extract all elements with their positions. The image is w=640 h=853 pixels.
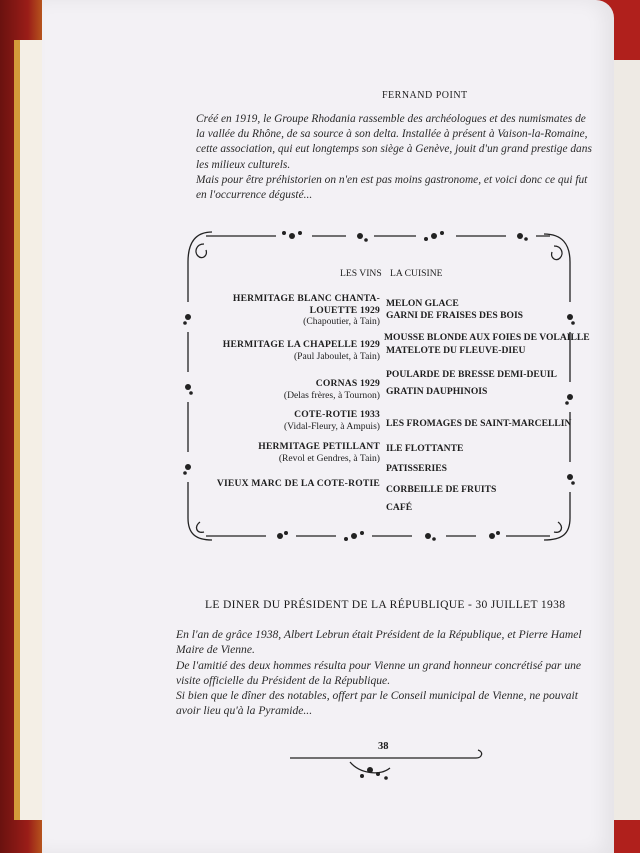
intro-line: Mais pour être préhistorien on n'en est pas moins gastronome, et voici donc ce qui fut [196, 173, 588, 186]
dish-item: ILE FLOTTANTE [386, 443, 464, 454]
dish-item: CORBEILLE DE FRUITS [386, 484, 497, 495]
dish-item: LES FROMAGES DE SAINT-MARCELLIN [386, 418, 572, 429]
wine-item [217, 478, 380, 490]
body-line: visite officielle du Président de la République. [176, 673, 391, 687]
wine-name: COTE-ROTIE 1933 [294, 409, 380, 420]
cuisine-header: LA CUISINE [390, 268, 443, 279]
running-head: FERNAND POINT [382, 90, 468, 101]
wine-item [258, 441, 380, 464]
body-line: Maire de Vienne. [176, 643, 255, 657]
wine-origin: (Chapoutier, à Tain) [303, 316, 380, 327]
wine-name: HERMITAGE BLANC CHANTA- [232, 293, 380, 304]
wine-name: HERMITAGE LA CHAPELLE 1929 [222, 339, 380, 350]
dish-item: MATELOTE DU FLEUVE-DIEU [386, 345, 526, 356]
intro-paragraph [196, 112, 596, 203]
dish-item: PATISSERIES [386, 463, 447, 474]
intro-line: la vallée du Rhône, de sa source à son delta. Installée à présent à Vaison-la-Romaine, [196, 128, 588, 141]
wine-name: HERMITAGE PETILLANT [258, 441, 380, 452]
wine-item [233, 293, 380, 328]
body-line: Si bien que le dîner des notables, offert par le Conseil municipal de Vienne, ne pouvait [176, 689, 578, 703]
wine-origin: (Revol et Gendres, à Tain) [278, 452, 380, 464]
dish-item: MOUSSE BLONDE AUX FOIES DE VOLAILLE [384, 332, 590, 343]
body-paragraph [176, 627, 596, 719]
dish-item: GRATIN DAUPHINOIS [386, 386, 488, 397]
intro-line: en l'occurrence dégusté... [196, 189, 313, 202]
intro-line: Créé en 1919, le Groupe Rhodania rassemble des archéologues et des numismates de [196, 113, 586, 125]
wine-name: CORNAS 1929 [315, 378, 380, 389]
dish-item: GARNI DE FRAISES DES BOIS [386, 310, 524, 321]
wines-header: LES VINS [340, 268, 382, 279]
body-line: avoir lieu qu'à la Pyramide... [176, 704, 313, 718]
wine-item [284, 378, 380, 401]
dish-item: CAFÉ [386, 502, 413, 513]
wine-name: VIEUX MARC DE LA COTE-ROTIE [216, 478, 380, 489]
dish-item: MELON GLACE [386, 298, 459, 309]
wine-name: LOUETTE 1929 [309, 304, 380, 316]
body-line: De l'amitié des deux hommes résulta pour Vienne un grand honneur concrétisé par une [176, 658, 582, 672]
wine-item [284, 409, 380, 432]
wine-item [223, 339, 380, 362]
dish-item: POULARDE DE BRESSE DEMI-DEUIL [386, 369, 557, 380]
wine-origin: (Delas frères, à Tournon) [283, 389, 380, 401]
page-number: 38 [378, 741, 389, 752]
intro-line: cette association, qui eut longtemps son siège à Genève, jouit d'un grand prestige dans [196, 143, 592, 156]
wine-origin: (Vidal-Fleury, à Ampuis) [283, 420, 380, 432]
tailpiece-ornament [290, 748, 490, 788]
section-title: LE DINER DU PRÉSIDENT DE LA RÉPUBLIQUE - 30 JUILLET 1938 [205, 598, 566, 611]
body-line: En l'an de grâce 1938, Albert Lebrun était Président de la République, et Pierre Hamel [176, 628, 582, 641]
wine-origin: (Paul Jaboulet, à Tain) [293, 350, 380, 362]
intro-line: les milieux culturels. [196, 158, 291, 171]
